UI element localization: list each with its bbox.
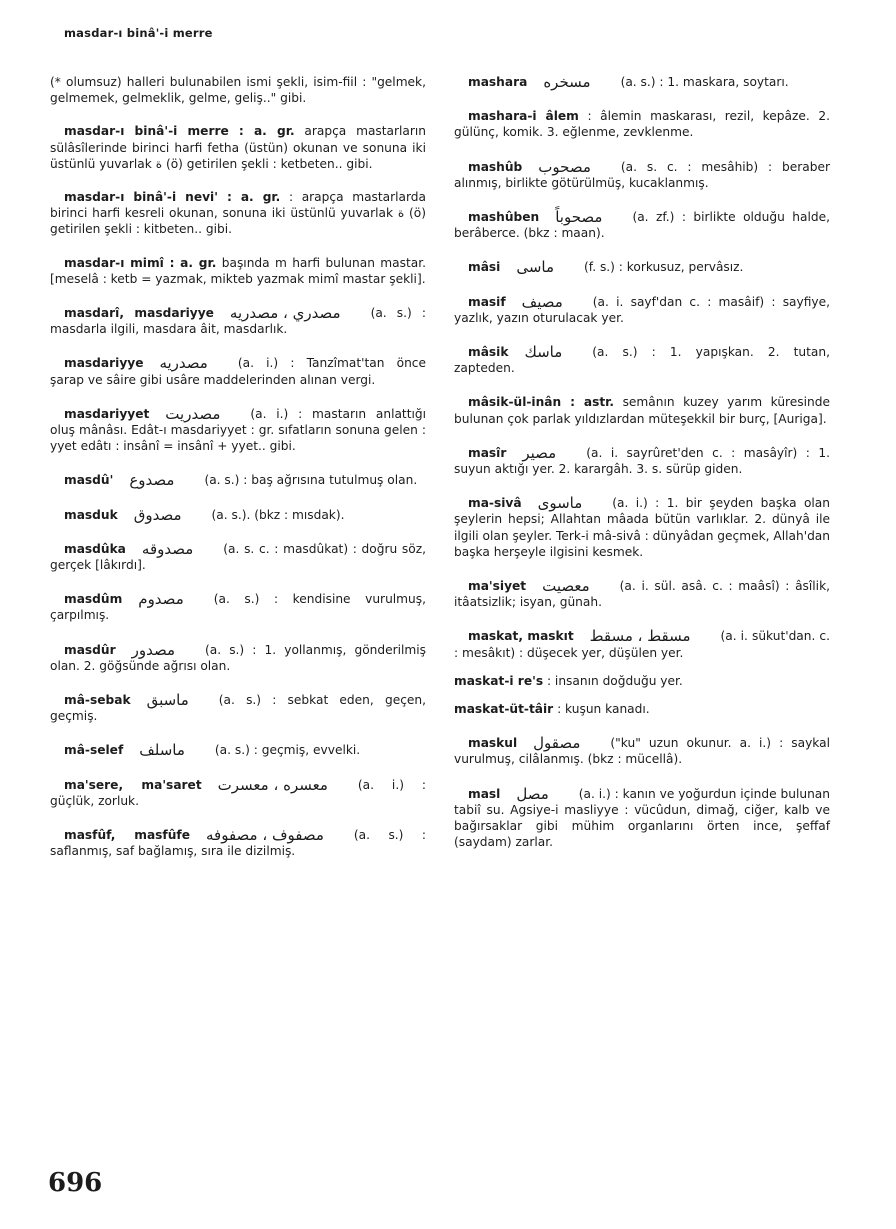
dictionary-entry [50, 507, 426, 523]
entry-definition: (a. s. c. : masdûkat) : doğru söz, gerçek [lâkırdı]. [50, 541, 426, 573]
entry-definition: (a. s.) : geçmiş, evvelki. [214, 743, 361, 758]
entry-arabic-script: مصدوقه [141, 539, 194, 558]
entry-definition: (a. i.) : kanın ve yoğurdun içinde bulunan tabiî su. Agsiye-i masliyye : vücûdun, dimağ, ciğer, kalb ve bağırsaklar gibi mühim organlarını örten ince, şeffaf (saydam) zarlar. [454, 786, 830, 850]
dictionary-entry [50, 642, 426, 674]
entry-definition: (a. s.) : 1. yollanmış, gönderilmiş olan. 2. göğsünde ağrısı olan. [50, 642, 426, 673]
entry-headword: masdû' [64, 473, 114, 488]
entry-arabic-script: ماسلف [139, 741, 185, 760]
dictionary-entry [50, 777, 426, 809]
entry-definition: (a. s.) : kendisine vurulmuş, çarpılmış. [50, 592, 426, 623]
entry-headword: ma-sivâ [468, 496, 522, 511]
entry-arabic-script: مصدريت [165, 404, 221, 423]
dictionary-entry [454, 628, 830, 660]
dictionary-entry [50, 827, 426, 859]
entry-headword: mashara [468, 75, 528, 89]
entry-headword: masdar-ı binâ'-i merre : a. gr. [64, 124, 295, 139]
entry-arabic-script: معسره ، معسرت [217, 775, 328, 794]
entry-headword: masîr [468, 445, 507, 460]
entry-arabic-script: مصل [516, 784, 549, 803]
entry-definition: arapça mastarların sülâsîlerinde birinci harfi fetha (üstün) okunan ve sonuna iki üstünlü yuvarlak ة (ö) getirilen şekli : ketbeten.. gibi. [50, 124, 426, 171]
entry-definition: (a. i. sayf'dan c. : masâif) : sayfiye, yazlık, yazın oturulacak yer. [454, 294, 830, 325]
entry-definition: (a. i. sül. asâ. c. : maâsî) : âsîlik, itâatsizlik; isyan, günah. [454, 579, 830, 610]
entry-arabic-script: مصفوف ، مصفوفه [205, 826, 324, 845]
entry-headword: mâsi [468, 260, 501, 275]
entry-definition: (a. s.) : saflanmış, saf bağlamış, sıra ile dizilmiş. [50, 828, 426, 859]
entry-definition: (a. s.) : 1. maskara, soytarı. [620, 75, 789, 89]
entry-definition: ("ku" uzun okunur. a. i.) : saykal vurulmuş, cilâlanmış. (bkz : mücellâ). [454, 736, 830, 767]
right-column [454, 74, 830, 851]
entry-definition: (a. s.) : masdarla ilgili, masdara âit, masdarlık. [50, 306, 426, 337]
entry-headword: masdûm [64, 592, 123, 607]
entry-definition: (a. zf.) : birlikte olduğu halde, berâberce. (bkz : maan). [454, 210, 830, 241]
dictionary-entry [454, 445, 830, 477]
entry-headword: maskat, maskıt [468, 629, 574, 644]
entry-headword: mâ-sebak [64, 693, 131, 708]
entry-arabic-script: ماسى [516, 258, 555, 277]
entry-arabic-script: مصيف [521, 292, 563, 311]
entry-arabic-script: مصدريه [159, 354, 208, 373]
entry-headword: ma'siyet [468, 579, 527, 594]
entry-arabic-script: معصيت [542, 577, 590, 596]
entry-headword: masdûr [64, 642, 116, 657]
entry-headword: masdar-ı mimî : a. gr. [64, 255, 217, 270]
dictionary-entry [454, 294, 830, 326]
entry-headword: mâsik-ül-inân : astr. [468, 395, 615, 410]
entry-arabic-script: مصدوم [138, 590, 184, 609]
dictionary-entry [50, 591, 426, 623]
entry-definition: : kuşun kanadı. [553, 702, 650, 717]
dictionary-entry [454, 701, 830, 717]
entry-definition: (a. i.) : Tanzîmat'tan önce şarap ve sâire gibi usâre maddelerinden alınan vergi. [50, 356, 426, 387]
entry-definition: (a. i. sayrûret'den c. : masâyîr) : 1. suyun aktığı yer. 2. karargâh. 3. s. sürüp giden. [454, 445, 830, 477]
dictionary-entry [50, 355, 426, 387]
entry-headword: masdariyye [64, 356, 144, 371]
entry-arabic-script: مصدوق [133, 505, 182, 524]
entry-headword: masdarî, masdariyye [64, 306, 214, 321]
entry-headword: maskat-i re's [454, 673, 544, 688]
entry-arabic-script: مصدور [131, 640, 175, 659]
entry-arabic-script: ماسبق [146, 691, 189, 710]
entry-definition: başında m harfi bulunan mastar. [meselâ : ketb = yazmak, mikteb yazmak mimî mastar şekli]. [50, 255, 426, 286]
entry-definition: (a. s.) : baş ağrısına tutulmuş olan. [204, 473, 418, 488]
entry-definition: (a. i.) : güçlük, zorluk. [50, 777, 427, 808]
entry-headword: masdûka [64, 541, 126, 556]
entry-headword: masif [468, 294, 506, 309]
entry-arabic-script: مصير [522, 443, 557, 462]
entry-arabic-script: ماسوى [537, 494, 583, 513]
entry-headword: mashûb [468, 159, 523, 174]
dictionary-entry [50, 189, 426, 238]
dictionary-entry [50, 742, 426, 758]
entry-definition: : âlemin maskarası, rezil, kepâze. 2. gülünç, komik. 3. eğlenme, zevklenme. [454, 109, 830, 140]
page-number: 696 [48, 1168, 103, 1198]
entry-definition: (a. i.) : 1. bir şeyden başka olan şeylerin hepsi; Allahtan mâada bütün varlıklar. 2. dünyâ ile ilgili olan şeyler. Terk-i mâ-sivâ : dünyâdan geçmek, Allah'dan başka herşeyle ilgisini kesmek. [454, 496, 831, 559]
entry-headword: mashûben [468, 210, 540, 225]
entry-headword: masl [468, 786, 501, 801]
entry-headword: ma'sere, ma'saret [64, 777, 202, 792]
entry-definition: (a. i. sükut'dan. c. : mesâkıt) : düşecek yer, düşülen yer. [454, 629, 830, 660]
dictionary-entry [50, 472, 426, 488]
dictionary-entry [454, 495, 830, 560]
entry-headword: mashara-i âlem [468, 109, 579, 124]
entry-arabic-script: مصقول [533, 734, 581, 753]
entry-definition: semânın kuzey yarım küresinde bulunan çok parlak yıldızlardan müteşekkil bir burç, [Auriga]. [454, 395, 830, 426]
entry-headword: mâsik [468, 345, 509, 360]
entry-headword: mâ-selef [64, 743, 124, 758]
entry-definition: (a. s.) : sebkat eden, geçen, geçmiş. [50, 693, 426, 724]
entry-definition: (f. s.) : korkusuz, pervâsız. [584, 260, 744, 275]
dictionary-entry [454, 74, 830, 90]
dictionary-entry [454, 209, 830, 241]
entry-arabic-script: مسخره [543, 73, 591, 91]
dictionary-entry [454, 394, 830, 426]
left-column [50, 74, 426, 860]
dictionary-entry [50, 541, 426, 573]
entry-headword: maskat-üt-tâir [454, 702, 554, 717]
dictionary-entry [454, 108, 830, 140]
dictionary-entry [454, 735, 830, 767]
dictionary-entry [454, 578, 830, 610]
entry-definition: : arapça mastarlarda birinci harfi kesreli okunan, sonuna iki üstünlü yuvarlak ة (ö) getirilen şekli : kitbeten.. gibi. [50, 190, 426, 237]
entry-headword: maskul [468, 736, 518, 751]
entry-arabic-script: ماسك [524, 343, 563, 362]
entry-arabic-script: مصدري ، مصدريه [229, 304, 341, 323]
entry-definition: (a. s.) : 1. yapışkan. 2. tutan, zapteden. [454, 345, 830, 376]
dictionary-entry [454, 159, 830, 191]
entry-definition: (a. s.). (bkz : mısdak). [211, 507, 345, 522]
dictionary-entry [50, 692, 426, 724]
dictionary-entry [454, 259, 830, 275]
entry-headword: masdariyyet [64, 406, 150, 421]
dictionary-entry [50, 255, 426, 287]
dictionary-entry [454, 344, 830, 376]
entry-arabic-script: مصحوب [538, 157, 591, 176]
entry-headword: masdar-ı binâ'-i nevi' : a. gr. [64, 190, 281, 205]
entry-arabic-script: مسقط ، مسقط [589, 627, 691, 646]
dictionary-entry [50, 123, 426, 172]
entry-headword: masduk [64, 507, 118, 522]
running-header: masdar-ı binâ'-i merre [64, 26, 213, 40]
entry-definition: : insanın doğduğu yer. [543, 673, 683, 688]
entry-definition: (a. s. c. : mesâhib) : beraber alınmış, birlikte götürülmüş, kucaklanmış. [454, 159, 830, 190]
dictionary-entry [454, 786, 830, 851]
entry-arabic-script: مصدوع [129, 471, 175, 490]
entry-definition: (a. i.) : mastarın anlattığı oluş mânâsı. Edât-ı masdariyyet : gr. sıfatların sonuna gelen : yyet edâtı : insânî = insânî + yyet.. gibi. [50, 406, 426, 454]
entry-definition: (* olumsuz) halleri bulunabilen ismi şekli, isim-fiil : "gelmek, gelmemek, gelmeklik, gelme, geliş.." gibi. [50, 75, 426, 106]
dictionary-entry [50, 305, 426, 337]
dictionary-entry [50, 74, 426, 106]
dictionary-entry [454, 673, 830, 689]
dictionary-entry [50, 406, 426, 455]
entry-arabic-script: مصحوباً [555, 208, 603, 227]
entry-headword: masfûf, masfûfe [64, 828, 190, 843]
